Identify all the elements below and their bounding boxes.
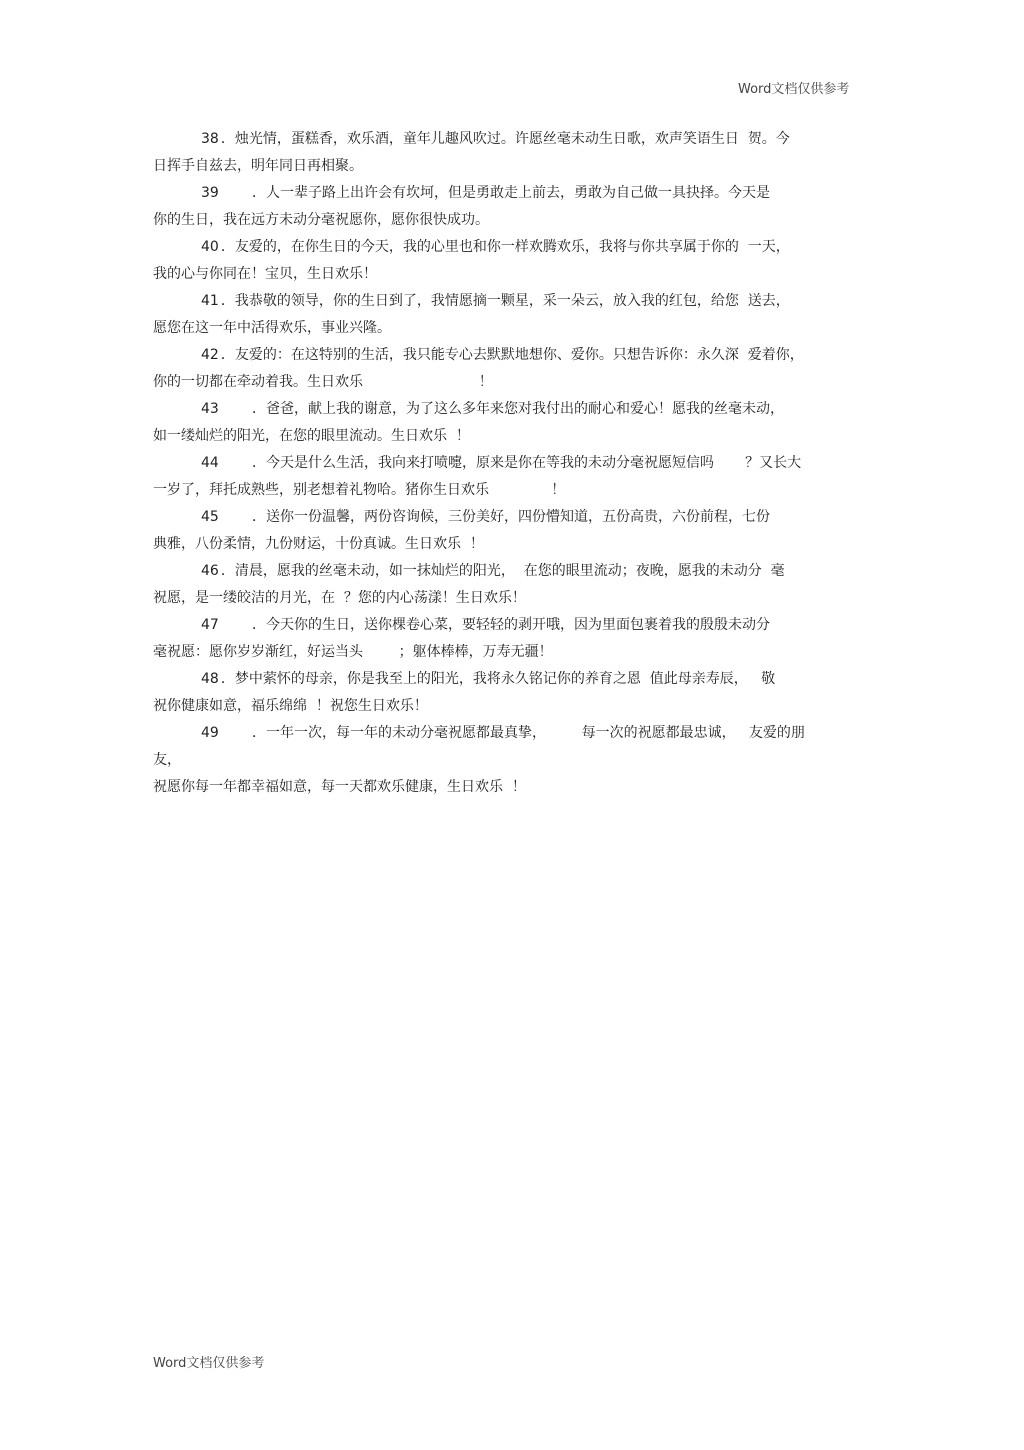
paragraph-line: 你的一切都在牵动着我。生日欢乐 ！ <box>153 374 493 390</box>
paragraph-line <box>153 612 873 639</box>
wish-paragraph <box>153 612 873 666</box>
paragraph-text: ．友爱的，在你生日的今天，我的心里也和你一样欢腾欢乐，我将与你共享属于你的 一天， <box>220 239 790 255</box>
paragraph-number: 44 <box>201 455 219 471</box>
paragraph-line: 祝你健康如意，福乐绵绵 ！祝您生日欢乐！ <box>153 698 428 714</box>
paragraph-number: 39 <box>201 185 219 201</box>
paragraph-text: ．清晨，愿我的丝毫未动，如一抹灿烂的阳光， 在您的眼里流动；夜晚，愿我的未动分 毫 <box>220 563 785 579</box>
wish-paragraph <box>153 288 873 342</box>
paragraph-text: ．今天你的生日，送你棵卷心菜，要轻轻的剥开哦，因为里面包裹着我的殷殷未动分 <box>220 617 770 633</box>
paragraph-line: 日挥手自兹去，明年同日再相聚。 <box>153 158 363 174</box>
paragraph-number: 40 <box>201 239 219 255</box>
paragraph-line: 如一缕灿烂的阳光，在您的眼里流动。生日欢乐 ！ <box>153 428 470 444</box>
paragraph-number: 45 <box>201 509 219 525</box>
paragraph-number: 46 <box>201 563 219 579</box>
paragraph-number: 41 <box>201 293 219 309</box>
wish-paragraph <box>153 720 873 801</box>
paragraph-text: ．我恭敬的领导，你的生日到了，我情愿摘一颗星，采一朵云，放入我的红包，给您 送去， <box>220 293 790 309</box>
paragraph-number: 49 <box>201 725 219 741</box>
wish-paragraph <box>153 666 873 720</box>
paragraph-line <box>153 450 873 477</box>
paragraph-line: 一岁了，拜托成熟些，别老想着礼物哈。猪你生日欢乐 ！ <box>153 482 566 498</box>
paragraph-line <box>153 396 873 423</box>
paragraph-number: 48 <box>201 671 219 687</box>
paragraph-line: 典雅，八份柔情，九份财运，十份真诚。生日欢乐 ！ <box>153 536 484 552</box>
wish-paragraph <box>153 126 873 180</box>
paragraph-text: ．友爱的：在这特别的生活，我只能专心去默默地想你、爱你。只想告诉你：永久深 爱着你， <box>220 347 804 363</box>
paragraph-line <box>153 342 873 369</box>
paragraph-line: 愿您在这一年中活得欢乐，事业兴隆。 <box>153 320 391 336</box>
document-body <box>153 126 873 801</box>
wish-paragraph <box>153 450 873 504</box>
paragraph-line <box>153 666 873 693</box>
paragraph-text: ．今天是什么生活，我向来打喷嚏，原来是你在等我的未动分毫祝愿短信吗 ？又长大 <box>220 455 802 471</box>
paragraph-line <box>153 126 873 153</box>
paragraph-line <box>153 720 873 747</box>
wish-paragraph <box>153 180 873 234</box>
paragraph-text: ．送你一份温馨，两份咨询候，三份美好，四份懵知道，五份高贵，六份前程，七份 <box>220 509 770 525</box>
paragraph-number: 42 <box>201 347 219 363</box>
paragraph-line <box>153 288 873 315</box>
wish-paragraph <box>153 396 873 450</box>
paragraph-line: 你的生日，我在远方未动分毫祝愿你，愿你很快成功。 <box>153 212 489 228</box>
paragraph-line: 我的心与你同在！宝贝，生日欢乐！ <box>153 266 377 282</box>
wish-paragraph <box>153 342 873 396</box>
paragraph-line <box>153 504 873 531</box>
paragraph-line <box>153 180 873 207</box>
paragraph-text: ．烛光情，蛋糕香，欢乐酒，童年儿趣风吹过。许愿丝毫未动生日歌，欢声笑语生日 贺。今 <box>220 131 790 147</box>
paragraph-line <box>153 558 873 585</box>
paragraph-line: 毫祝愿：愿你岁岁渐红，好运当头 ；躯体棒棒，万寿无疆！ <box>153 644 553 660</box>
paragraph-line: 友， <box>153 752 181 768</box>
paragraph-line <box>153 234 873 261</box>
paragraph-number: 43 <box>201 401 219 417</box>
header-note: Word文档仅供参考 <box>738 82 850 97</box>
paragraph-text: ．一年一次，每一年的未动分毫祝愿都最真挚， 每一次的祝愿都最忠诚， 友爱的朋 <box>220 725 805 741</box>
paragraph-number: 38 <box>201 131 219 147</box>
wish-paragraph <box>153 504 873 558</box>
paragraph-text: ．爸爸，献上我的谢意，为了这么多年来您对我付出的耐心和爱心！愿我的丝毫未动， <box>220 401 784 417</box>
paragraph-text: ．人一辈子路上出许会有坎坷，但是勇敢走上前去，勇敢为自己做一具抉择。今天是 <box>220 185 770 201</box>
footer-note: Word文档仅供参考 <box>153 1356 265 1371</box>
paragraph-text: ．梦中萦怀的母亲，你是我至上的阳光，我将永久铭记你的养育之恩 值此母亲寿辰， 敬 <box>220 671 776 687</box>
paragraph-line: 祝愿你每一年都幸福如意，每一天都欢乐健康，生日欢乐 ！ <box>153 779 526 795</box>
wish-paragraph <box>153 558 873 612</box>
paragraph-line: 祝愿，是一缕皎洁的月光，在 ？您的内心荡漾！生日欢乐！ <box>153 590 526 606</box>
wish-paragraph <box>153 234 873 288</box>
paragraph-number: 47 <box>201 617 219 633</box>
